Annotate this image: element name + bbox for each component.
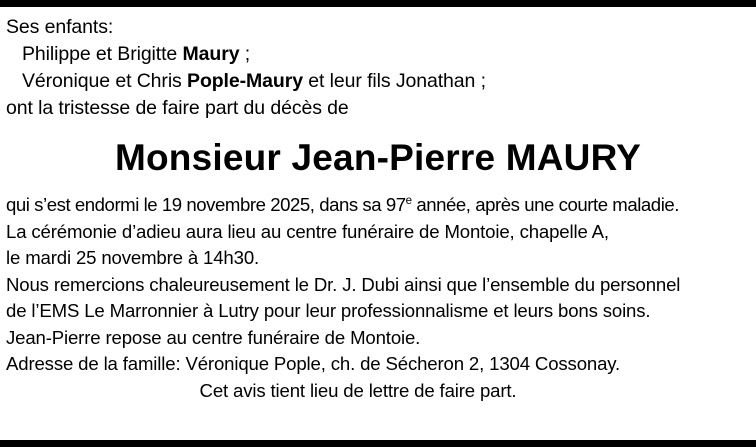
child-suffix-1: ; <box>239 43 251 65</box>
child-prefix-2: Véronique et Chris <box>22 70 188 92</box>
child-name-2: Pople-Maury <box>187 70 303 92</box>
intro-label: Ses enfants: <box>6 16 114 38</box>
top-rule <box>0 0 756 7</box>
child-name-1: Maury <box>182 43 240 65</box>
detail-death-date-after: année, après une courte maladie. <box>411 194 679 215</box>
detail-ceremony-place: La cérémonie d’adieu aura lieu au centre funéraire de Montoie, chapelle A, <box>6 220 609 242</box>
deceased-name: Monsieur Jean-Pierre MAURY <box>114 137 642 178</box>
announcement-line: ont la tristesse de faire part du décès de <box>6 97 349 119</box>
child-prefix-1: Philippe et Brigitte <box>22 43 183 65</box>
notice-body <box>0 7 756 404</box>
detail-repose: Jean-Pierre repose au centre funéraire de Montoie. <box>6 326 421 348</box>
closing-statement: Cet avis tient lieu de lettre de faire part. <box>199 379 517 401</box>
ordinal-suffix: e <box>405 194 412 207</box>
child-entry-2 <box>6 68 750 95</box>
detail-thanks-2: de l’EMS Le Marronnier à Lutry pour leur professionnalisme et leurs bons soins. <box>6 300 651 321</box>
child-suffix-2: et leur fils Jonathan ; <box>302 70 486 92</box>
detail-death-date <box>6 192 750 219</box>
child-entry-1 <box>6 41 750 68</box>
detail-thanks-1: Nous remercions chaleureusement le Dr. J. Dubi ainsi que l’ensemble du personnel <box>6 273 681 295</box>
detail-death-date-before: qui s’est endormi le 19 novembre 2025, dans sa 97 <box>6 194 406 215</box>
detail-ceremony-time: le mardi 25 novembre à 14h30. <box>6 247 260 268</box>
detail-family-address: Adresse de la famille: Véronique Pople, ch. de Sécheron 2, 1304 Cossonay. <box>6 353 621 374</box>
bottom-rule <box>0 440 756 447</box>
